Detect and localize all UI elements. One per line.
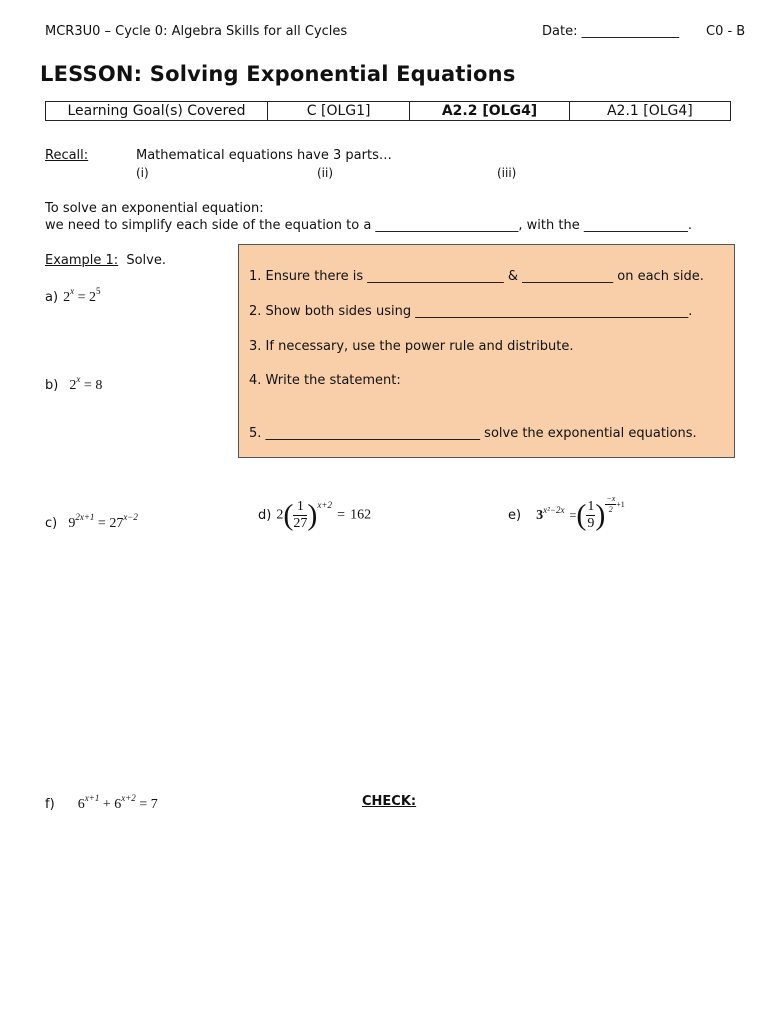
fraction <box>293 500 307 531</box>
recall-part: (ii) <box>317 166 334 180</box>
check-label: CHECK: <box>362 794 417 809</box>
exponent: x+1 <box>84 793 100 803</box>
base: 3 <box>536 507 544 523</box>
problem-d <box>258 500 371 531</box>
value: 162 <box>350 507 372 523</box>
exponent-numerator: −x <box>606 494 616 503</box>
recall-part: (i) <box>136 166 149 180</box>
numerator: 1 <box>293 500 307 516</box>
numerator: 1 <box>587 499 595 514</box>
equals-sign: = <box>83 378 92 393</box>
problem-label: f) <box>45 797 55 812</box>
example-instruction: Solve. <box>126 253 166 268</box>
goal-cell: A2.1 [OLG4] <box>569 102 730 121</box>
exponent: 5 <box>96 286 101 296</box>
exponent: x <box>76 374 81 384</box>
fraction <box>586 500 595 531</box>
problem-a <box>45 286 101 306</box>
lesson-title: LESSON: Solving Exponential Equations <box>40 62 516 86</box>
exponent-tail: +1 <box>616 500 625 509</box>
goal-cell: A2.2 [OLG4] <box>410 102 569 121</box>
course-title: MCR3U0 – Cycle 0: Algebra Skills for all Cycles <box>45 24 348 39</box>
value: 7 <box>150 797 158 812</box>
page-code: C0 - B <box>706 24 746 39</box>
exponent: x <box>70 286 75 296</box>
intro-line: we need to simplify each side of the equation to a ______________________, with the ________________. <box>45 218 692 233</box>
exponent: x+2 <box>121 793 136 803</box>
base: 6 <box>77 797 85 812</box>
equals-sign: = <box>97 516 106 531</box>
example-heading <box>45 253 166 268</box>
goal-cell: C [OLG1] <box>267 102 409 121</box>
exponent: x−2 <box>123 512 138 522</box>
step-3: 3. If necessary, use the power rule and distribute. <box>249 339 574 354</box>
steps-box <box>238 244 735 458</box>
left-paren: ( <box>576 498 587 532</box>
exponent <box>605 494 624 514</box>
base: 2 <box>69 378 77 393</box>
problem-e <box>508 494 625 532</box>
left-paren: ( <box>283 498 294 532</box>
learning-goals-table <box>45 101 731 121</box>
base: 9 <box>68 516 76 531</box>
goals-header-cell: Learning Goal(s) Covered <box>46 102 268 121</box>
denominator: 9 <box>587 516 595 531</box>
problem-f <box>45 793 158 813</box>
problem-b <box>45 374 102 394</box>
denominator: 27 <box>293 516 308 531</box>
equals-sign: = <box>77 290 86 305</box>
base: 2 <box>89 290 97 305</box>
equals-sign: = <box>139 797 148 812</box>
equals-sign: = <box>569 508 577 522</box>
problem-label: a) <box>45 290 59 305</box>
right-paren: ) <box>307 498 318 532</box>
right-paren: ) <box>595 498 606 532</box>
base: 27 <box>109 516 124 531</box>
date-field: Date: _______________ <box>542 24 680 39</box>
recall-label: Recall: <box>45 148 89 163</box>
exponent: 2x+1 <box>75 512 95 522</box>
step-2: 2. Show both sides using __________________________________________. <box>249 304 693 319</box>
intro-line: To solve an exponential equation: <box>45 201 264 216</box>
exponent: x+2 <box>317 500 332 510</box>
step-5: 5. _________________________________ solve the exponential equations. <box>249 426 697 441</box>
recall-text: Mathematical equations have 3 parts… <box>136 148 392 163</box>
problem-label: e) <box>508 508 522 523</box>
base: 2 <box>63 290 71 305</box>
problem-label: b) <box>45 378 59 393</box>
step-4: 4. Write the statement: <box>249 373 401 388</box>
equals-sign: = <box>337 507 345 523</box>
recall-part: (iii) <box>497 166 517 180</box>
coefficient: 2 <box>276 507 284 523</box>
example-label: Example 1: <box>45 253 119 268</box>
problem-c <box>45 512 138 532</box>
problem-label: d) <box>258 508 272 523</box>
base: 6 <box>114 797 122 812</box>
exponent-denominator: 2 <box>608 505 613 514</box>
exponent: x²−2x <box>543 504 565 515</box>
problem-label: c) <box>45 516 58 531</box>
value: 8 <box>95 378 103 393</box>
step-1: 1. Ensure there is _____________________ & ______________ on each side. <box>249 269 704 284</box>
plus-sign: + <box>102 797 111 812</box>
